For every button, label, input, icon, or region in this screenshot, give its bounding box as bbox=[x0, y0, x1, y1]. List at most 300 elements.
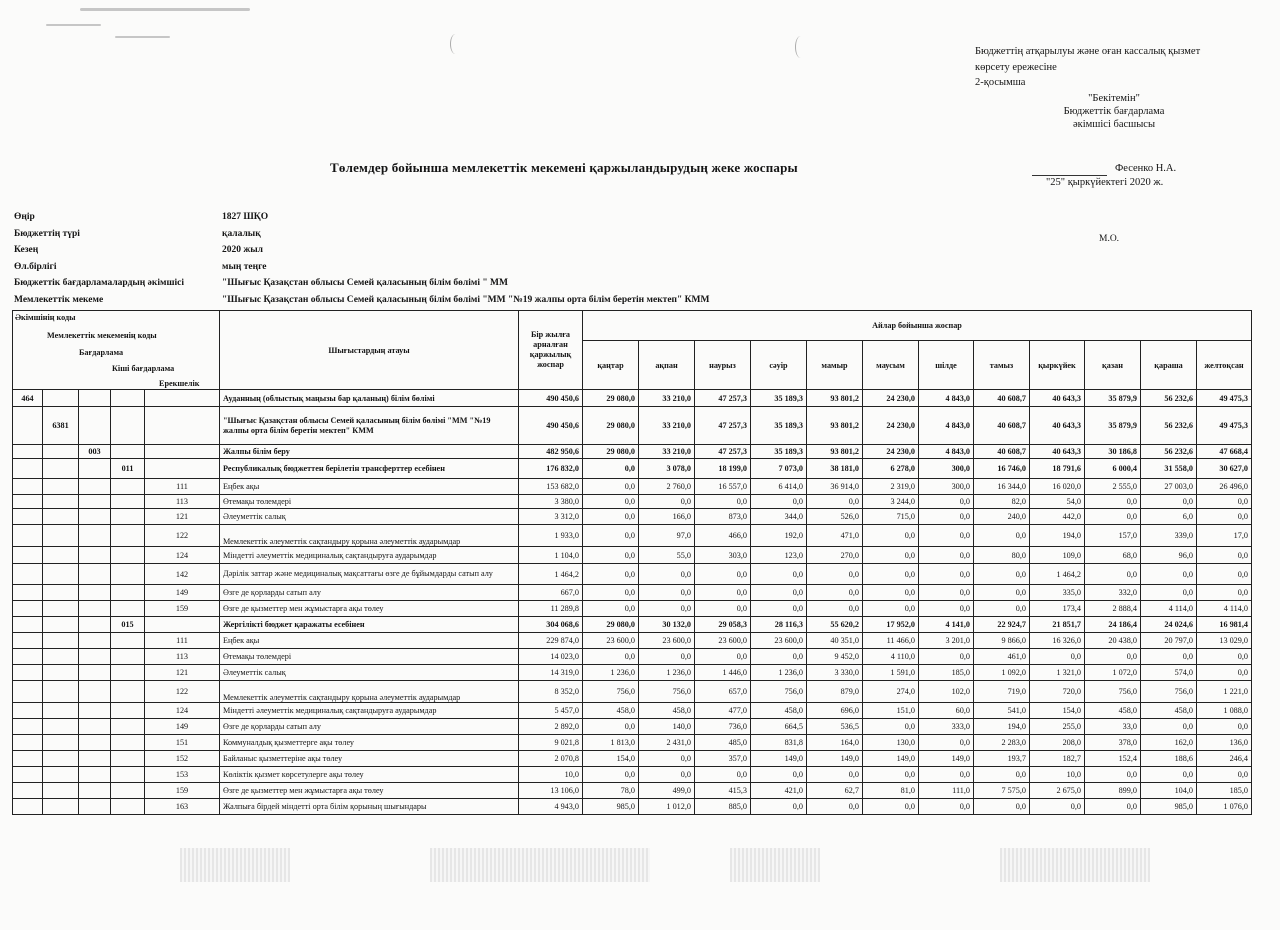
month-value-cell: 154,0 bbox=[583, 751, 639, 767]
code-cell bbox=[79, 681, 111, 703]
table-row bbox=[13, 495, 1252, 509]
month-value-cell: 0,0 bbox=[919, 601, 974, 617]
month-header: ақпан bbox=[639, 341, 695, 390]
code-cell bbox=[13, 601, 43, 617]
scan-smudge bbox=[180, 848, 290, 882]
month-value-cell: 22 924,7 bbox=[974, 617, 1030, 633]
month-value-cell: 1 464,2 bbox=[1030, 564, 1085, 585]
month-value-cell: 23 600,0 bbox=[751, 633, 807, 649]
month-value-cell: 16 981,4 bbox=[1197, 617, 1252, 633]
month-header: мамыр bbox=[807, 341, 863, 390]
code-cell bbox=[43, 601, 79, 617]
code-cell: 142 bbox=[145, 564, 220, 585]
month-value-cell: 29 080,0 bbox=[583, 407, 639, 445]
month-value-cell: 33 210,0 bbox=[639, 390, 695, 407]
month-value-cell: 2 675,0 bbox=[1030, 783, 1085, 799]
month-value-cell: 2 555,0 bbox=[1085, 479, 1141, 495]
month-value-cell: 0,0 bbox=[751, 601, 807, 617]
month-value-cell: 35 879,9 bbox=[1085, 407, 1141, 445]
month-value-cell: 332,0 bbox=[1085, 585, 1141, 601]
month-value-cell: 477,0 bbox=[695, 703, 751, 719]
code-cell: 163 bbox=[145, 799, 220, 815]
month-value-cell: 111,0 bbox=[919, 783, 974, 799]
month-value-cell: 9 452,0 bbox=[807, 649, 863, 665]
month-value-cell: 0,0 bbox=[1141, 719, 1197, 735]
month-value-cell: 485,0 bbox=[695, 735, 751, 751]
code-cell bbox=[43, 783, 79, 799]
month-value-cell: 16 746,0 bbox=[974, 459, 1030, 479]
meta-key: Бюджеттің түрі bbox=[14, 228, 80, 239]
scan-smudge bbox=[46, 24, 101, 26]
code-cell bbox=[13, 799, 43, 815]
month-value-cell: 458,0 bbox=[1141, 703, 1197, 719]
month-value-cell: 458,0 bbox=[1085, 703, 1141, 719]
code-header-institution: Мемлекеттік мекеменің коды bbox=[47, 331, 157, 340]
code-cell: 122 bbox=[145, 681, 220, 703]
code-cell: 151 bbox=[145, 735, 220, 751]
month-value-cell: 21 851,7 bbox=[1030, 617, 1085, 633]
month-value-cell: 0,0 bbox=[1085, 495, 1141, 509]
code-cell: 124 bbox=[145, 547, 220, 564]
month-value-cell: 0,0 bbox=[807, 799, 863, 815]
code-cell bbox=[111, 495, 145, 509]
month-header: желтоқсан bbox=[1197, 341, 1252, 390]
code-cell bbox=[79, 719, 111, 735]
annual-total-cell: 2 070,8 bbox=[519, 751, 583, 767]
code-cell bbox=[13, 547, 43, 564]
code-cell bbox=[13, 703, 43, 719]
month-value-cell: 461,0 bbox=[974, 649, 1030, 665]
month-value-cell: 0,0 bbox=[639, 751, 695, 767]
month-value-cell: 40 608,7 bbox=[974, 445, 1030, 459]
month-value-cell: 55 620,2 bbox=[807, 617, 863, 633]
month-header: тамыз bbox=[974, 341, 1030, 390]
month-value-cell: 2 319,0 bbox=[863, 479, 919, 495]
month-value-cell: 49 475,3 bbox=[1197, 390, 1252, 407]
month-value-cell: 49 475,3 bbox=[1197, 407, 1252, 445]
month-value-cell: 0,0 bbox=[974, 585, 1030, 601]
month-value-cell: 0,0 bbox=[583, 459, 639, 479]
month-value-cell: 0,0 bbox=[863, 799, 919, 815]
code-cell bbox=[43, 633, 79, 649]
monthly-plan-header: Айлар бойынша жоспар bbox=[583, 311, 1252, 341]
month-value-cell: 466,0 bbox=[695, 525, 751, 547]
expense-name-cell: Өзге де қорларды сатып алу bbox=[220, 585, 519, 601]
code-cell bbox=[111, 445, 145, 459]
month-value-cell: 0,0 bbox=[1197, 509, 1252, 525]
expense-name-cell: Өзге де қызметтер мен жұмыстарға ақы төлеу bbox=[220, 783, 519, 799]
month-value-cell: 0,0 bbox=[919, 564, 974, 585]
code-cell bbox=[13, 719, 43, 735]
code-cell bbox=[111, 525, 145, 547]
annual-total-cell: 1 464,2 bbox=[519, 564, 583, 585]
month-value-cell: 140,0 bbox=[639, 719, 695, 735]
code-cell bbox=[13, 783, 43, 799]
month-value-cell: 0,0 bbox=[919, 767, 974, 783]
month-value-cell: 24 024,6 bbox=[1141, 617, 1197, 633]
month-value-cell: 27 003,0 bbox=[1141, 479, 1197, 495]
month-value-cell: 0,0 bbox=[919, 547, 974, 564]
table-row bbox=[13, 585, 1252, 601]
code-cell: 149 bbox=[145, 585, 220, 601]
month-value-cell: 0,0 bbox=[1141, 495, 1197, 509]
month-value-cell: 30 627,0 bbox=[1197, 459, 1252, 479]
month-value-cell: 0,0 bbox=[639, 564, 695, 585]
month-value-cell: 715,0 bbox=[863, 509, 919, 525]
month-value-cell: 1 012,0 bbox=[639, 799, 695, 815]
month-value-cell: 68,0 bbox=[1085, 547, 1141, 564]
month-value-cell: 23 600,0 bbox=[639, 633, 695, 649]
month-value-cell: 24 230,0 bbox=[863, 407, 919, 445]
table-row bbox=[13, 564, 1252, 585]
code-cell: 124 bbox=[145, 703, 220, 719]
month-value-cell: 885,0 bbox=[695, 799, 751, 815]
code-cell bbox=[43, 719, 79, 735]
meta-value: қалалық bbox=[222, 228, 261, 239]
month-value-cell: 664,5 bbox=[751, 719, 807, 735]
month-value-cell: 0,0 bbox=[695, 767, 751, 783]
month-value-cell: 40 643,3 bbox=[1030, 390, 1085, 407]
meta-key: Бюджеттік бағдарламалардың әкімшісі bbox=[14, 278, 184, 289]
stamp-place: М.О. bbox=[1099, 234, 1120, 244]
code-cell bbox=[43, 509, 79, 525]
month-value-cell: 756,0 bbox=[583, 681, 639, 703]
month-value-cell: 0,0 bbox=[1085, 799, 1141, 815]
month-value-cell: 28 116,3 bbox=[751, 617, 807, 633]
month-value-cell: 24 230,0 bbox=[863, 390, 919, 407]
annual-total-cell: 9 021,8 bbox=[519, 735, 583, 751]
code-cell bbox=[43, 649, 79, 665]
code-cell bbox=[111, 585, 145, 601]
scan-smudge bbox=[115, 36, 170, 38]
month-value-cell: 40 351,0 bbox=[807, 633, 863, 649]
month-value-cell: 458,0 bbox=[751, 703, 807, 719]
meta-value: "Шығыс Қазақстан облысы Семей қаласының білім бөлімі "ММ "№19 жалпы орта білім беретін мектеп" КММ bbox=[222, 294, 710, 305]
month-value-cell: 102,0 bbox=[919, 681, 974, 703]
month-value-cell: 1 088,0 bbox=[1197, 703, 1252, 719]
month-value-cell: 164,0 bbox=[807, 735, 863, 751]
month-value-cell: 24 230,0 bbox=[863, 445, 919, 459]
annual-total-cell: 490 450,6 bbox=[519, 407, 583, 445]
month-value-cell: 0,0 bbox=[583, 525, 639, 547]
month-value-cell: 29 080,0 bbox=[583, 390, 639, 407]
month-value-cell: 0,0 bbox=[751, 564, 807, 585]
code-cell bbox=[111, 665, 145, 681]
code-cell: 153 bbox=[145, 767, 220, 783]
code-cell bbox=[13, 735, 43, 751]
month-value-cell: 30 132,0 bbox=[639, 617, 695, 633]
month-value-cell: 335,0 bbox=[1030, 585, 1085, 601]
expense-name-cell: Ауданның (облыстық маңызы бар қаланың) білім бөлімі bbox=[220, 390, 519, 407]
month-value-cell: 458,0 bbox=[583, 703, 639, 719]
month-value-cell: 0,0 bbox=[807, 564, 863, 585]
code-cell bbox=[43, 564, 79, 585]
annual-total-cell: 490 450,6 bbox=[519, 390, 583, 407]
month-value-cell: 6 414,0 bbox=[751, 479, 807, 495]
code-cell: 003 bbox=[79, 445, 111, 459]
month-value-cell: 0,0 bbox=[919, 799, 974, 815]
month-value-cell: 344,0 bbox=[751, 509, 807, 525]
code-cell bbox=[43, 703, 79, 719]
code-cell bbox=[145, 617, 220, 633]
month-value-cell: 173,4 bbox=[1030, 601, 1085, 617]
month-value-cell: 831,8 bbox=[751, 735, 807, 751]
annual-total-cell: 667,0 bbox=[519, 585, 583, 601]
code-cell: 015 bbox=[111, 617, 145, 633]
month-value-cell: 40 608,7 bbox=[974, 390, 1030, 407]
annual-total-cell: 1 933,0 bbox=[519, 525, 583, 547]
month-value-cell: 0,0 bbox=[639, 601, 695, 617]
code-cell bbox=[13, 525, 43, 547]
month-value-cell: 193,7 bbox=[974, 751, 1030, 767]
code-cell bbox=[79, 649, 111, 665]
annual-plan-header: Бір жылға арналған қаржылық жоспар bbox=[519, 311, 583, 390]
month-value-cell: 154,0 bbox=[1030, 703, 1085, 719]
month-value-cell: 194,0 bbox=[1030, 525, 1085, 547]
month-value-cell: 1 236,0 bbox=[751, 665, 807, 681]
code-cell bbox=[43, 751, 79, 767]
expense-name-cell: Өтемақы төлемдері bbox=[220, 495, 519, 509]
code-cell bbox=[43, 681, 79, 703]
month-header: қазан bbox=[1085, 341, 1141, 390]
table-row bbox=[13, 601, 1252, 617]
code-cell bbox=[43, 479, 79, 495]
financing-plan-table bbox=[12, 310, 1252, 815]
month-value-cell: 29 080,0 bbox=[583, 445, 639, 459]
expense-name-cell: Жалпыға бірдей міндетті орта білім қорының шығындары bbox=[220, 799, 519, 815]
month-value-cell: 756,0 bbox=[1085, 681, 1141, 703]
month-value-cell: 0,0 bbox=[1085, 649, 1141, 665]
month-value-cell: 31 558,0 bbox=[1141, 459, 1197, 479]
expense-name-cell: Міндетті әлеуметтік медициналық сақтандыруға аударымдар bbox=[220, 703, 519, 719]
month-value-cell: 149,0 bbox=[807, 751, 863, 767]
month-value-cell: 0,0 bbox=[807, 585, 863, 601]
month-value-cell: 16 344,0 bbox=[974, 479, 1030, 495]
approval-date: "25" қыркүйектегі 2020 ж. bbox=[1046, 177, 1164, 188]
code-cell: 113 bbox=[145, 495, 220, 509]
month-value-cell: 35 189,3 bbox=[751, 390, 807, 407]
month-value-cell: 80,0 bbox=[974, 547, 1030, 564]
table-row bbox=[13, 479, 1252, 495]
month-value-cell: 0,0 bbox=[751, 649, 807, 665]
month-value-cell: 29 058,3 bbox=[695, 617, 751, 633]
month-value-cell: 18 199,0 bbox=[695, 459, 751, 479]
month-value-cell: 0,0 bbox=[974, 799, 1030, 815]
scan-smudge bbox=[730, 848, 820, 882]
month-value-cell: 151,0 bbox=[863, 703, 919, 719]
month-value-cell: 0,0 bbox=[919, 525, 974, 547]
expense-name-cell: Әлеуметтік салық bbox=[220, 665, 519, 681]
month-value-cell: 0,0 bbox=[863, 525, 919, 547]
table-row bbox=[13, 617, 1252, 633]
regulation-line: Бюджеттің атқарылуы және оған кассалық қызмет bbox=[975, 46, 1201, 57]
month-value-cell: 300,0 bbox=[919, 479, 974, 495]
code-cell bbox=[13, 459, 43, 479]
meta-key: Өл.бірлігі bbox=[14, 261, 57, 272]
month-value-cell: 7 073,0 bbox=[751, 459, 807, 479]
month-value-cell: 0,0 bbox=[1197, 547, 1252, 564]
month-value-cell: 2 431,0 bbox=[639, 735, 695, 751]
month-value-cell: 985,0 bbox=[583, 799, 639, 815]
table-row bbox=[13, 665, 1252, 681]
month-value-cell: 2 760,0 bbox=[639, 479, 695, 495]
month-value-cell: 1 321,0 bbox=[1030, 665, 1085, 681]
month-value-cell: 56 232,6 bbox=[1141, 445, 1197, 459]
month-value-cell: 35 189,3 bbox=[751, 445, 807, 459]
code-headers bbox=[13, 311, 220, 390]
month-value-cell: 23 600,0 bbox=[583, 633, 639, 649]
month-value-cell: 719,0 bbox=[974, 681, 1030, 703]
code-cell: 121 bbox=[145, 509, 220, 525]
month-value-cell: 182,7 bbox=[1030, 751, 1085, 767]
month-value-cell: 123,0 bbox=[751, 547, 807, 564]
expense-name-cell: Еңбек ақы bbox=[220, 633, 519, 649]
code-cell bbox=[111, 479, 145, 495]
code-cell bbox=[43, 617, 79, 633]
month-header: сәуір bbox=[751, 341, 807, 390]
annual-total-cell: 482 950,6 bbox=[519, 445, 583, 459]
month-value-cell: 574,0 bbox=[1141, 665, 1197, 681]
month-value-cell: 0,0 bbox=[919, 495, 974, 509]
annual-total-cell: 10,0 bbox=[519, 767, 583, 783]
month-value-cell: 756,0 bbox=[751, 681, 807, 703]
month-value-cell: 0,0 bbox=[1197, 564, 1252, 585]
table-row bbox=[13, 735, 1252, 751]
expense-name-cell: "Шығыс Қазақстан облысы Семей қаласының білім бөлімі "ММ "№19 жалпы орта білім беретін мектеп" КММ bbox=[220, 407, 519, 445]
month-value-cell: 24 186,4 bbox=[1085, 617, 1141, 633]
month-value-cell: 541,0 bbox=[974, 703, 1030, 719]
month-value-cell: 4 114,0 bbox=[1197, 601, 1252, 617]
month-value-cell: 1 813,0 bbox=[583, 735, 639, 751]
table-row bbox=[13, 525, 1252, 547]
month-value-cell: 0,0 bbox=[807, 495, 863, 509]
month-value-cell: 16 557,0 bbox=[695, 479, 751, 495]
code-cell bbox=[111, 719, 145, 735]
code-cell: 122 bbox=[145, 525, 220, 547]
month-value-cell: 0,0 bbox=[974, 767, 1030, 783]
month-value-cell: 4 843,0 bbox=[919, 407, 974, 445]
annual-total-cell: 14 319,0 bbox=[519, 665, 583, 681]
month-value-cell: 240,0 bbox=[974, 509, 1030, 525]
signer-name: Фесенко Н.А. bbox=[1115, 163, 1177, 174]
expense-name-cell: Әлеуметтік салық bbox=[220, 509, 519, 525]
meta-key: Кезең bbox=[14, 245, 39, 256]
code-header-subprogram: Кіші бағдарлама bbox=[112, 364, 175, 373]
annual-total-cell: 4 943,0 bbox=[519, 799, 583, 815]
expense-name-cell: Дәрілік заттар және медициналық мақсаттағы өзге де бұйымдарды сатып алу bbox=[220, 564, 519, 585]
month-value-cell: 188,6 bbox=[1141, 751, 1197, 767]
month-value-cell: 0,0 bbox=[863, 767, 919, 783]
month-value-cell: 81,0 bbox=[863, 783, 919, 799]
code-header-program: Бағдарлама bbox=[79, 348, 124, 357]
month-value-cell: 0,0 bbox=[1197, 585, 1252, 601]
code-cell bbox=[79, 390, 111, 407]
approval-line: Бюджеттік бағдарлама bbox=[1063, 106, 1165, 117]
month-value-cell: 62,7 bbox=[807, 783, 863, 799]
month-value-cell: 96,0 bbox=[1141, 547, 1197, 564]
month-value-cell: 162,0 bbox=[1141, 735, 1197, 751]
month-value-cell: 0,0 bbox=[863, 601, 919, 617]
month-value-cell: 0,0 bbox=[863, 564, 919, 585]
month-value-cell: 0,0 bbox=[919, 585, 974, 601]
month-value-cell: 0,0 bbox=[863, 719, 919, 735]
month-value-cell: 47 257,3 bbox=[695, 445, 751, 459]
annual-total-cell: 5 457,0 bbox=[519, 703, 583, 719]
scan-smudge bbox=[1000, 848, 1150, 882]
month-value-cell: 415,3 bbox=[695, 783, 751, 799]
table-row bbox=[13, 703, 1252, 719]
code-cell bbox=[111, 751, 145, 767]
month-value-cell: 6 278,0 bbox=[863, 459, 919, 479]
code-cell bbox=[43, 735, 79, 751]
month-value-cell: 54,0 bbox=[1030, 495, 1085, 509]
code-cell bbox=[111, 783, 145, 799]
month-value-cell: 499,0 bbox=[639, 783, 695, 799]
code-cell bbox=[111, 564, 145, 585]
code-cell bbox=[79, 617, 111, 633]
month-value-cell: 18 791,6 bbox=[1030, 459, 1085, 479]
table-row bbox=[13, 783, 1252, 799]
signature-block bbox=[1032, 162, 1176, 190]
month-value-cell: 157,0 bbox=[1085, 525, 1141, 547]
month-header: шілде bbox=[919, 341, 974, 390]
code-cell bbox=[79, 564, 111, 585]
expense-name-cell: Жалпы білім беру bbox=[220, 445, 519, 459]
month-value-cell: 0,0 bbox=[639, 767, 695, 783]
month-value-cell: 0,0 bbox=[1197, 719, 1252, 735]
month-value-cell: 736,0 bbox=[695, 719, 751, 735]
month-value-cell: 536,5 bbox=[807, 719, 863, 735]
month-value-cell: 0,0 bbox=[1030, 799, 1085, 815]
page-title: Төлемдер бойынша мемлекеттік мекемені қаржыландырудың жеке жоспары bbox=[330, 160, 798, 175]
month-value-cell: 274,0 bbox=[863, 681, 919, 703]
month-header: қараша bbox=[1141, 341, 1197, 390]
month-value-cell: 149,0 bbox=[863, 751, 919, 767]
month-value-cell: 29 080,0 bbox=[583, 617, 639, 633]
month-value-cell: 3 330,0 bbox=[807, 665, 863, 681]
month-value-cell: 17 952,0 bbox=[863, 617, 919, 633]
month-value-cell: 1 236,0 bbox=[583, 665, 639, 681]
code-cell bbox=[79, 407, 111, 445]
month-value-cell: 33 210,0 bbox=[639, 445, 695, 459]
month-value-cell: 4 141,0 bbox=[919, 617, 974, 633]
month-value-cell: 0,0 bbox=[695, 495, 751, 509]
month-value-cell: 0,0 bbox=[695, 585, 751, 601]
code-cell bbox=[79, 665, 111, 681]
month-value-cell: 0,0 bbox=[807, 601, 863, 617]
approval-block bbox=[1054, 92, 1174, 131]
month-value-cell: 1 221,0 bbox=[1197, 681, 1252, 703]
month-value-cell: 0,0 bbox=[751, 495, 807, 509]
table-row bbox=[13, 681, 1252, 703]
code-cell bbox=[13, 665, 43, 681]
code-cell bbox=[111, 407, 145, 445]
month-value-cell: 0,0 bbox=[1197, 767, 1252, 783]
approval-line: "Бекітемін" bbox=[1088, 93, 1140, 104]
approval-line: әкімшісі басшысы bbox=[1072, 119, 1156, 130]
expense-name-cell: Коммуналдық қызметтерге ақы төлеу bbox=[220, 735, 519, 751]
month-value-cell: 47 668,4 bbox=[1197, 445, 1252, 459]
month-value-cell: 873,0 bbox=[695, 509, 751, 525]
expense-name-cell: Байланыс қызметтеріне ақы төлеу bbox=[220, 751, 519, 767]
code-cell bbox=[145, 407, 220, 445]
table-row bbox=[13, 547, 1252, 564]
code-cell bbox=[43, 665, 79, 681]
month-value-cell: 97,0 bbox=[639, 525, 695, 547]
month-value-cell: 35 879,9 bbox=[1085, 390, 1141, 407]
month-value-cell: 10,0 bbox=[1030, 767, 1085, 783]
month-value-cell: 0,0 bbox=[974, 601, 1030, 617]
